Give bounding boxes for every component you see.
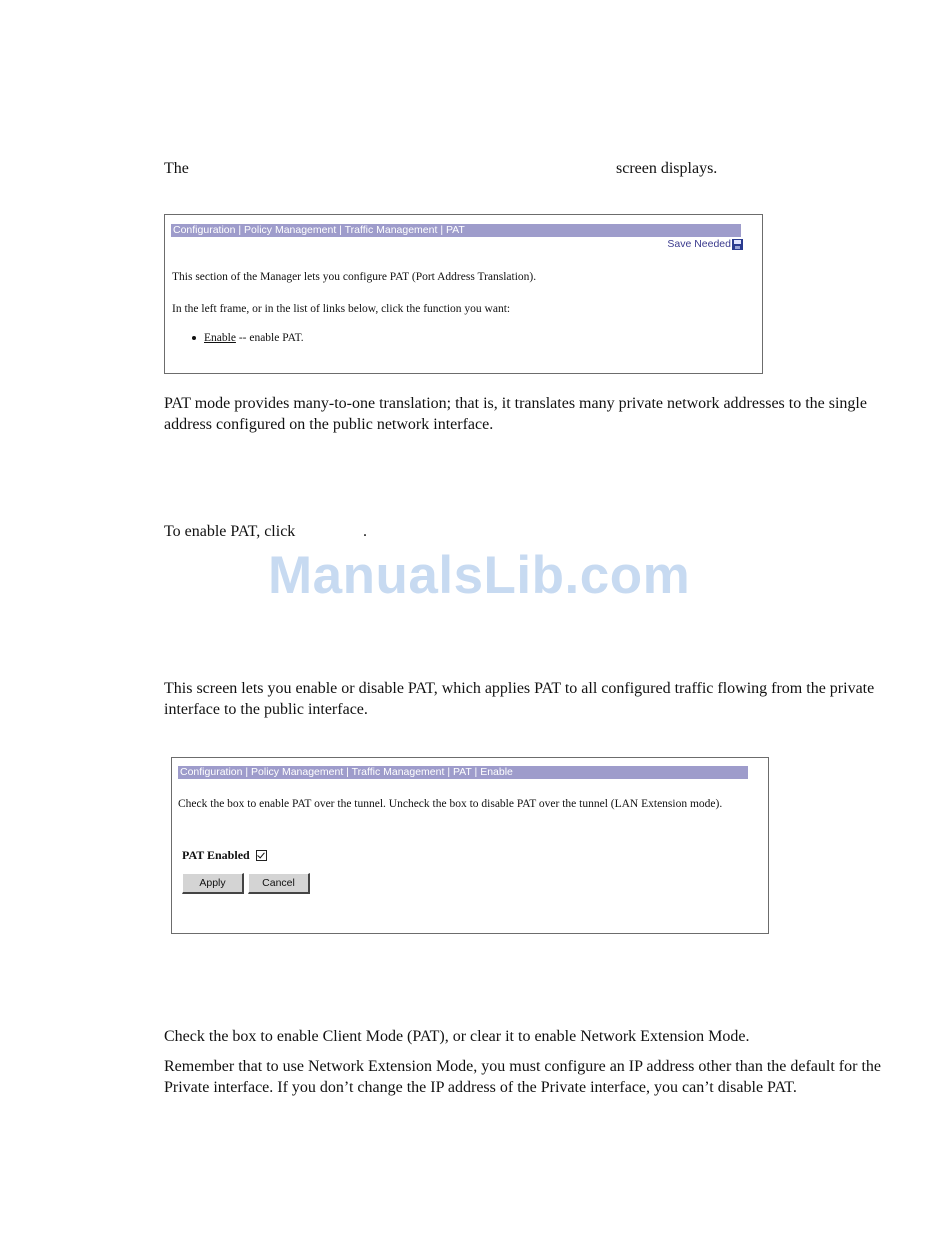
apply-button[interactable]: Apply: [182, 873, 244, 894]
intro-lead-text: The: [164, 160, 189, 177]
pat-enable-screenshot: [171, 757, 769, 934]
watermark-logo: ManualsLib.com: [268, 546, 691, 605]
enable-description: Check the box to enable PAT over the tunnel. Uncheck the box to disable PAT over the tunnel (LAN Extension mode).: [178, 798, 723, 810]
pat-enabled-label: PAT Enabled: [182, 848, 250, 862]
enable-link[interactable]: Enable: [204, 332, 236, 344]
enable-instruction-trail: .: [363, 523, 367, 540]
save-needed-label: Save Needed: [667, 238, 731, 250]
function-instruction: In the left frame, or in the list of links below, click the function you want:: [172, 303, 511, 315]
client-mode-paragraph: Check the box to enable Client Mode (PAT), or clear it to enable Network Extension Mode.: [164, 1028, 750, 1045]
cancel-button[interactable]: Cancel: [248, 873, 310, 894]
pat-mode-paragraph: PAT mode provides many-to-one translation; that is, it translates many private network addresses to the single address configured on the public network interface.: [164, 395, 867, 433]
pat-enabled-checkbox[interactable]: [256, 850, 267, 861]
section-description: This section of the Manager lets you configure PAT (Port Address Translation).: [172, 271, 537, 283]
bullet-icon: [192, 336, 196, 340]
link-list-item: [192, 332, 304, 344]
pat-enabled-row: [182, 848, 267, 863]
pat-config-screenshot: [164, 214, 763, 374]
floppy-disk-icon[interactable]: [732, 239, 743, 250]
enable-link-description: -- enable PAT.: [235, 332, 304, 344]
enable-instruction-line: [164, 521, 909, 542]
intro-trail-text: screen displays.: [616, 160, 718, 177]
enable-instruction-lead: To enable PAT, click: [164, 523, 296, 540]
reminder-paragraph: Remember that to use Network Extension Mode, you must configure an IP address other than the default for the Private interface. If you don’t change the IP address of the Private interface, you can’t disable PAT.: [164, 1058, 881, 1096]
save-needed-indicator[interactable]: [667, 238, 743, 250]
enable-screen-paragraph: This screen lets you enable or disable PAT, which applies PAT to all configured traffic flowing from the private interface to the public interface.: [164, 680, 875, 718]
breadcrumb: Configuration | Policy Management | Traffic Management | PAT: [171, 224, 741, 237]
breadcrumb: Configuration | Policy Management | Traffic Management | PAT | Enable: [178, 766, 748, 779]
